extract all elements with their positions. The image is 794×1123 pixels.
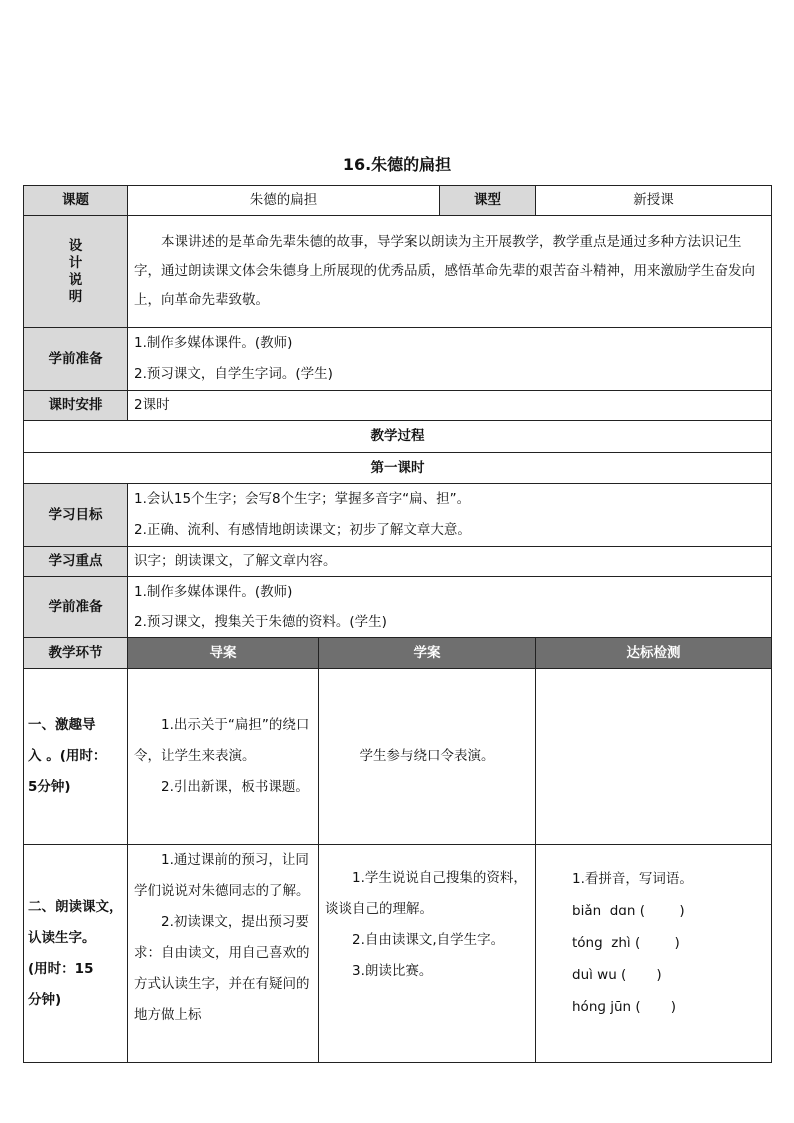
check-item: biǎn dɑn ( ) xyxy=(572,903,685,919)
stage-line: 二、朗读课文， xyxy=(28,898,123,915)
check-item: 1.看拼音，写词语。 xyxy=(572,871,693,887)
lesson-plan-table xyxy=(23,185,772,1063)
schedule-label: 课时安排 xyxy=(24,391,128,421)
lesson-title: 第一课时 xyxy=(24,453,772,484)
stage-line: 一、激趣导 xyxy=(28,717,96,733)
daoan-paragraph: 2.初读课文，提出预习要求：自由读文，用自己喜欢的方式认读生字，并在有疑问的地方做上标 xyxy=(134,914,310,1023)
document-title: 16.朱德的扁担 xyxy=(342,155,452,174)
design-label-char: 明 xyxy=(68,288,83,305)
goals-label: 学习目标 xyxy=(24,484,128,547)
process-title: 教学过程 xyxy=(24,421,772,453)
daoan-paragraph: 1.通过课前的预习，让同学们说说对朱德同志的了解。 xyxy=(134,852,310,899)
prep-label: 学前准备 xyxy=(24,328,128,391)
design-label-char: 说 xyxy=(68,271,83,288)
stage-line: 5分钟) xyxy=(28,779,71,795)
step-check xyxy=(536,669,772,845)
topic-value: 朱德的扁担 xyxy=(128,186,440,216)
prep-item: 1.制作多媒体课件。(教师) xyxy=(134,335,293,351)
step-xuean: 学生参与绕口令表演。 xyxy=(319,669,536,845)
schedule-value: 2课时 xyxy=(128,391,772,421)
type-value: 新授课 xyxy=(536,186,772,216)
stage-line: 分钟) xyxy=(28,991,62,1008)
step-row xyxy=(24,669,772,845)
step-xuean xyxy=(319,845,536,1063)
step-check xyxy=(536,845,772,1063)
column-stage: 教学环节 xyxy=(24,638,128,669)
prep2-item: 1.制作多媒体课件。(教师) xyxy=(134,584,293,600)
xuean-paragraph: 2.自由读课文,自学生字。 xyxy=(352,932,505,948)
design-label-char: 计 xyxy=(68,254,83,271)
design-label xyxy=(24,216,128,328)
step-daoan xyxy=(128,845,319,1063)
check-item: hónɡ jūn ( ) xyxy=(572,999,676,1015)
column-xuean: 学案 xyxy=(319,638,536,669)
focus-label: 学习重点 xyxy=(24,547,128,577)
design-label-char: 设 xyxy=(68,237,83,254)
daoan-paragraph: 2.引出新课，板书课题。 xyxy=(161,779,309,795)
stage-line: (用时：15 xyxy=(28,960,94,977)
daoan-paragraph: 1.出示关于“扁担”的绕口令，让学生来表演。 xyxy=(134,717,310,764)
goal-item: 1.会认15个生字；会写8个生字；掌握多音字“扁、担”。 xyxy=(134,491,471,507)
check-item: duì wu ( ) xyxy=(572,967,662,983)
column-daoan: 导案 xyxy=(128,638,319,669)
check-item: tóng zhì ( ) xyxy=(572,935,680,951)
column-check: 达标检测 xyxy=(536,638,772,669)
goals-items xyxy=(128,484,772,547)
topic-label: 课题 xyxy=(24,186,128,216)
step-stage xyxy=(24,669,128,845)
prep-item: 2.预习课文，自学生字词。(学生) xyxy=(134,366,333,382)
type-label: 课型 xyxy=(440,186,536,216)
focus-value: 识字；朗读课文，了解文章内容。 xyxy=(128,547,772,577)
prep2-items xyxy=(128,577,772,638)
stage-line: 入 。(用时： xyxy=(28,748,107,764)
step-daoan xyxy=(128,669,319,845)
prep-items xyxy=(128,328,772,391)
design-text: 本课讲述的是革命先辈朱德的故事，导学案以朗读为主开展教学，教学重点是通过多种方法识记生字，通过朗读课文体会朱德身上所展现的优秀品质，感悟革命先辈的艰苦奋斗精神，用来激励学生奋发向上，向革命先辈致敬。 xyxy=(128,216,772,328)
xuean-paragraph: 3.朗读比赛。 xyxy=(352,963,433,979)
step-stage xyxy=(24,845,128,1063)
step-row xyxy=(24,845,772,1063)
goal-item: 2.正确、流利、有感情地朗读课文；初步了解文章大意。 xyxy=(134,522,471,538)
prep2-label: 学前准备 xyxy=(24,577,128,638)
xuean-paragraph: 1.学生说说自己搜集的资料，谈谈自己的理解。 xyxy=(325,870,527,917)
stage-line: 认读生字。 xyxy=(28,929,96,946)
prep2-item: 2.预习课文，搜集关于朱德的资料。(学生) xyxy=(134,614,387,630)
